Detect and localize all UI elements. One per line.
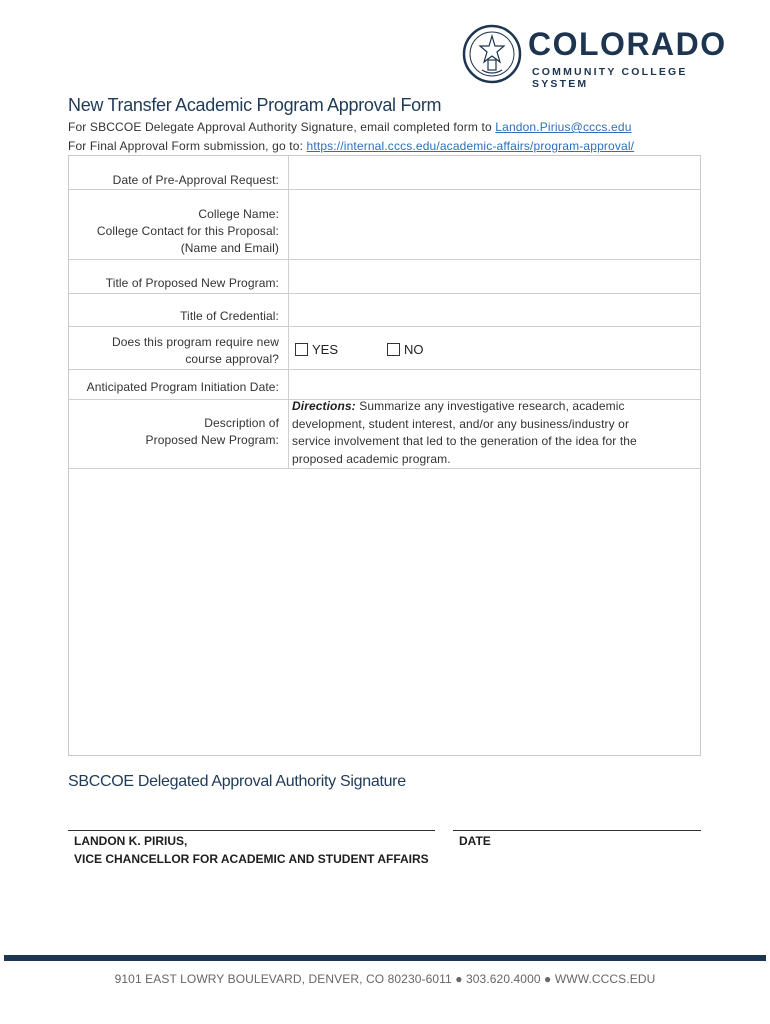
college-name-label: College Name: [198,207,279,221]
email-instruction-text: For SBCCOE Delegate Approval Authority Signature, email completed form to [68,120,496,134]
course-approval-label: Does this program require new [112,335,279,349]
no-label: NO [404,342,424,357]
signer-title: VICE CHANCELLOR FOR ACADEMIC AND STUDENT AFFAIRS [74,852,429,866]
signature-section-title: SBCCOE Delegated Approval Authority Signature [68,773,406,790]
description-label-sub: Proposed New Program: [145,433,279,447]
contact-label: College Contact for this Proposal: [96,224,279,238]
course-approval-label-sub: course approval? [185,352,279,366]
date-line[interactable] [453,830,701,831]
yes-checkbox[interactable] [295,343,308,356]
initiation-date-label: Anticipated Program Initiation Date: [86,380,279,394]
directions-text [292,398,662,468]
description-textarea[interactable] [69,469,700,755]
college-seal-icon [462,24,522,84]
signature-date-label: DATE [459,834,491,848]
program-title-label: Title of Proposed New Program: [105,276,279,290]
email-link[interactable]: Landon.Pirius@cccs.edu [495,120,632,134]
footer-address: 9101 EAST LOWRY BOULEVARD, DENVER, CO 80230-6011 ● 303.620.4000 ● WWW.CCCS.EDU [114,972,656,986]
signer-name: LANDON K. PIRIUS, [74,834,188,848]
yes-option[interactable] [295,342,338,357]
logo-subtitle: COMMUNITY COLLEGE SYSTEM [532,66,688,90]
program-title-field[interactable] [288,260,700,293]
contact-label-sub: (Name and Email) [180,241,279,255]
signature-line[interactable] [68,830,435,831]
submission-instruction-text: For Final Approval Form submission, go to: [68,139,307,153]
college-contact-field[interactable] [288,190,700,259]
row-divider [69,326,700,327]
logo-wordmark: COLORADO [528,26,727,62]
description-label: Description of [204,416,279,430]
date-field[interactable] [288,156,700,189]
no-option[interactable] [387,342,424,357]
credential-field[interactable] [288,294,700,326]
credential-label: Title of Credential: [180,309,279,323]
date-label: Date of Pre-Approval Request: [112,173,279,187]
initiation-date-field[interactable] [288,370,700,399]
yes-label: YES [312,342,339,357]
no-checkbox[interactable] [387,343,400,356]
footer-divider [4,955,766,961]
submission-link[interactable]: https://internal.cccs.edu/academic-affairs/program-approval/ [306,139,635,153]
form-title: New Transfer Academic Program Approval Form [68,95,442,115]
directions-body: Summarize any investigative research, academic development, student interest, and/or any business/industry or service involvement that led to the generation of the idea for the proposed academic program. [292,399,637,466]
cccs-logo [462,24,742,90]
approval-form-table [68,155,701,756]
email-instruction [68,120,632,134]
submission-instruction [68,139,634,153]
directions-heading: Directions: [292,399,356,413]
